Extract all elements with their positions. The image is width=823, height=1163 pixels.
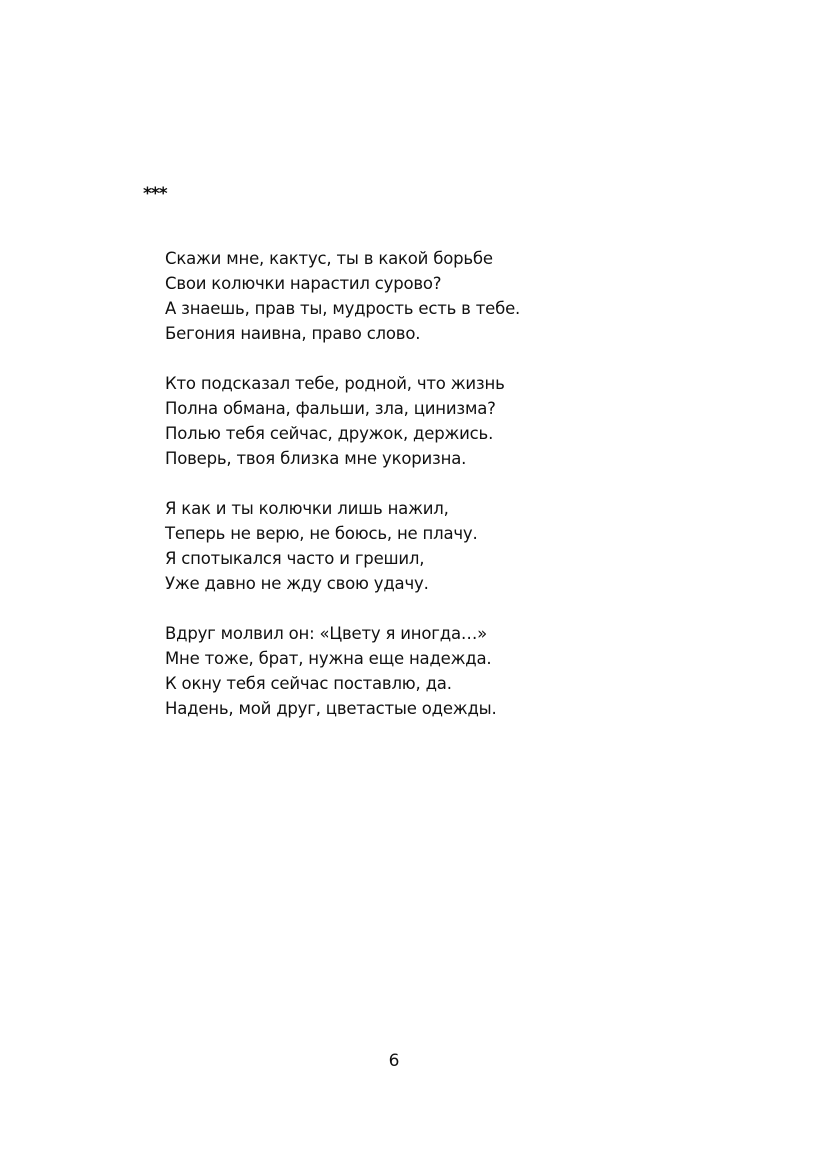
stanza [165,371,645,471]
section-separator: *** [143,184,167,204]
poem-line: Бегония наивна, право слово. [165,324,421,343]
poem-line: Теперь не верю, не боюсь, не плачу. [165,524,478,543]
stanza [165,621,645,721]
poem-line: А знаешь, прав ты, мудрость есть в тебе. [165,299,521,318]
poem-line: Скажи мне, кактус, ты в какой борьбе [165,249,493,268]
poem-line: Полью тебя сейчас, дружок, держись. [165,424,494,443]
poem-line: Надень, мой друг, цветастые одежды. [165,699,497,718]
poem [165,246,645,746]
poem-line: Я спотыкался часто и грешил, [165,549,425,568]
page-number: 6 [388,1051,400,1071]
poem-line: Уже давно не жду свою удачу. [165,574,429,593]
poem-line: Полна обмана, фальши, зла, цинизма? [165,399,496,418]
poem-line: Мне тоже, брат, нужна еще надежда. [165,649,492,668]
poem-line: К окну тебя сейчас поставлю, да. [165,674,452,693]
poem-line: Я как и ты колючки лишь нажил, [165,499,449,518]
stanza [165,246,645,346]
poem-line: Свои колючки нарастил сурово? [165,274,442,293]
poem-line: Кто подсказал тебе, родной, что жизнь [165,374,505,393]
stanza [165,496,645,596]
poem-line: Вдруг молвил он: «Цвету я иногда…» [165,624,488,643]
poem-line: Поверь, твоя близка мне укоризна. [165,449,467,468]
